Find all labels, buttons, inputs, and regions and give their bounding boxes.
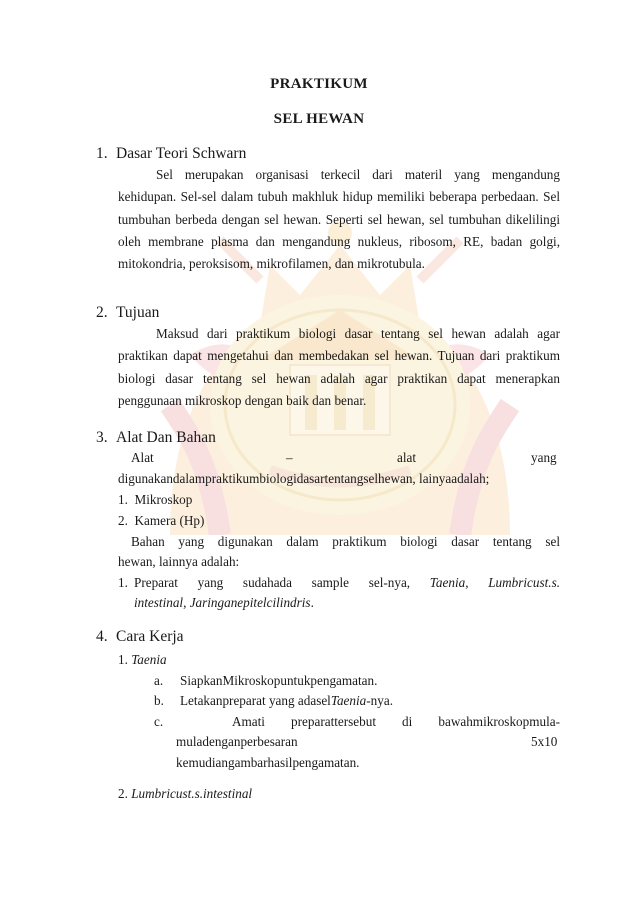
magnification-value: 5x10: [531, 734, 558, 749]
tool-number: 2.: [118, 513, 128, 528]
bahan-intro-line: Bahan yang digunakan dalam praktikum biologi dasar tentang sel: [131, 534, 560, 549]
section-heading-alat-bahan: [96, 429, 216, 447]
species-taenia: Taenia: [429, 575, 466, 590]
tissue-epitel: Jaringanepitelcilindris: [189, 595, 311, 610]
material-item-cont: [134, 593, 314, 613]
subsection-title: Taenia: [131, 652, 167, 667]
dasar-teori-paragraph: [118, 164, 560, 275]
step-text: Letakanpreparat yang adasel: [180, 693, 331, 708]
paragraph-text: Sel merupakan organisasi terkecil dari materil yang mengandung kehidupan. Sel-sel dalam tubuh makhluk hidup memiliki beberapa perbedaan. Sel tumbuhan berbeda dengan sel hewan. Seperti sel hewan, sel tumbuhan dikelilingi oleh membrane plasma dan mengandung nukleus, ribosom, RE, badan golgi, mitokondria, peroksisom, mikrofilamen, dan mikrotubula.: [118, 167, 560, 272]
section-number: 1.: [96, 145, 108, 162]
subsection-taenia: [118, 650, 167, 670]
species-lumbricus: Lumbricust.s.: [488, 575, 561, 590]
step-letter: a.: [154, 673, 164, 688]
step-c-text-2: muladenganperbesaran: [176, 734, 298, 749]
tool-item: [118, 511, 204, 531]
section-title: Alat Dan Bahan: [116, 429, 216, 446]
species-intestinal: intestinal: [134, 595, 184, 610]
section-title: Tujuan: [116, 304, 160, 321]
tool-number: 1.: [118, 492, 128, 507]
section-heading-tujuan: [96, 304, 159, 322]
step-a-text: SiapkanMikroskopuntukpengamatan.: [180, 673, 378, 688]
tool-label: Mikroskop: [134, 492, 193, 507]
separator: ,: [183, 595, 187, 610]
document-subtitle: SEL HEWAN: [273, 111, 365, 127]
step-c-text-3: kemudiangambarhasilpengamatan.: [176, 755, 360, 770]
step-c-text: Amati preparattersebut di bawahmikroskopmula-: [232, 714, 560, 729]
step-letter: c.: [154, 714, 164, 729]
section-title: Cara Kerja: [116, 628, 184, 645]
tujuan-paragraph: [118, 323, 560, 412]
paragraph-text: Maksud dari praktikum biologi dasar tentang sel hewan adalah agar praktikan dapat mengetahui dan membedakan sel hewan. Tujuan dari praktikum biologi dasar tentang sel hewan adalah agar praktikan dapat menerapkan penggunaan mikroskop dengan baik dan benar.: [118, 326, 560, 408]
tool-label: Kamera (Hp): [134, 513, 205, 528]
section-number: 4.: [96, 628, 108, 645]
bahan-intro-line-2: hewan, lainnya adalah:: [118, 554, 240, 569]
step-text: -nya.: [366, 693, 393, 708]
alat-word-3: yang: [531, 450, 557, 465]
document-title: PRAKTIKUM: [270, 76, 368, 92]
section-heading-cara-kerja: [96, 628, 184, 646]
step-letter: b.: [154, 693, 164, 708]
separator: ,: [465, 575, 469, 590]
tool-item: [118, 490, 192, 510]
subsection-title: Lumbricust.s.intestinal: [131, 786, 253, 801]
alat-word: Alat: [131, 450, 154, 465]
period: .: [310, 595, 314, 610]
alat-intro-line: digunakandalampraktikumbiologidasartentangselhewan, lainyaadalah;: [118, 471, 490, 486]
section-number: 2.: [96, 304, 108, 321]
section-heading-dasar-teori: [96, 145, 246, 163]
alat-word-2: alat: [397, 450, 417, 465]
material-number: 1.: [118, 575, 128, 590]
material-item: [134, 573, 560, 593]
section-number: 3.: [96, 429, 108, 446]
subsection-lumbricus: [118, 784, 252, 804]
species-taenia: Taenia: [330, 693, 367, 708]
material-text: Preparat yang sudahada sample sel-nya,: [134, 575, 411, 590]
step-b-text: [180, 691, 393, 711]
section-title: Dasar Teori Schwarn: [116, 145, 247, 162]
subsection-number: 1.: [118, 652, 128, 667]
subsection-number: 2.: [118, 786, 128, 801]
alat-dash: –: [286, 450, 293, 465]
